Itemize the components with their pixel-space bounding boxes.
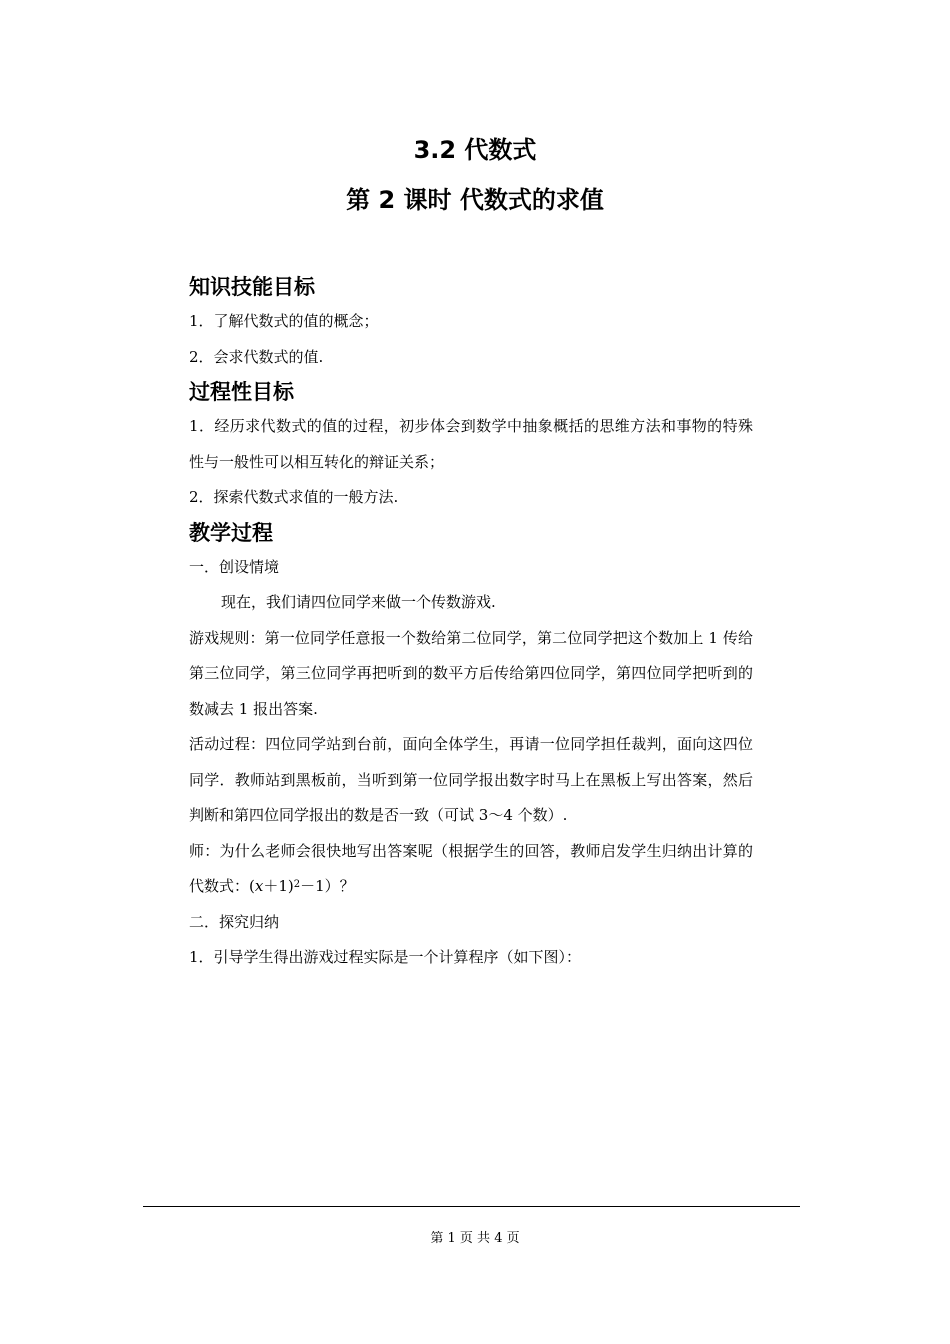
- part2-title: 二．探究归纳: [189, 912, 280, 931]
- teacher-text-pre: 师：为什么老师会很快地写出答案呢（根据学生的回答，教师启发学生归纳出计算的代数式：(: [189, 841, 753, 895]
- process-item-1: 1．经历求代数式的值的过程，初步体会到数学中抽象概括的思维方法和事物的特殊性与一般性可以相互转化的辩证关系；: [189, 417, 753, 471]
- process-item-2: 2．探索代数式求值的一般方法.: [189, 488, 399, 506]
- step1-paragraph: 1．引导学生得出游戏过程实际是一个计算程序（如下图）：: [189, 948, 582, 966]
- lesson-title: 3.2 代数式: [413, 136, 537, 164]
- document-body: [189, 270, 753, 976]
- teacher-text-mid: ＋1): [263, 877, 294, 895]
- knowledge-item-1: 1．了解代数式的值的概念；: [189, 312, 379, 330]
- heading-process: 过程性目标: [189, 380, 294, 404]
- teacher-question-paragraph: [189, 834, 753, 905]
- footer-divider: [143, 1206, 800, 1207]
- lesson-subtitle: 第 2 课时 代数式的求值: [346, 186, 604, 214]
- page-number: 第 1 页 共 4 页: [430, 1231, 520, 1246]
- part1-title: 一．创设情境: [189, 557, 280, 576]
- intro-paragraph: 现在，我们请四位同学来做一个传数游戏.: [221, 593, 496, 611]
- heading-teaching: 教学过程: [189, 520, 273, 545]
- variable-x: x: [254, 877, 264, 895]
- heading-knowledge: 知识技能目标: [189, 275, 315, 299]
- game-rules-paragraph: 游戏规则：第一位同学任意报一个数给第二位同学，第二位同学把这个数加上 1 传给第三位同学，第三位同学再把听到的数平方后传给第四位同学，第四位同学把听到的数减去 1 报出答案.: [189, 628, 753, 718]
- teacher-text-post: －1）？: [300, 877, 355, 895]
- exponent: 2: [293, 879, 301, 890]
- knowledge-item-2: 2．会求代数式的值.: [189, 347, 324, 366]
- activity-paragraph: 活动过程：四位同学站到台前，面向全体学生，再请一位同学担任裁判，面向这四位同学．教师站到黑板前，当听到第一位同学报出数字时马上在黑板上写出答案，然后判断和第四位同学报出的数是否一致（可试 3～4 个数）.: [189, 735, 753, 824]
